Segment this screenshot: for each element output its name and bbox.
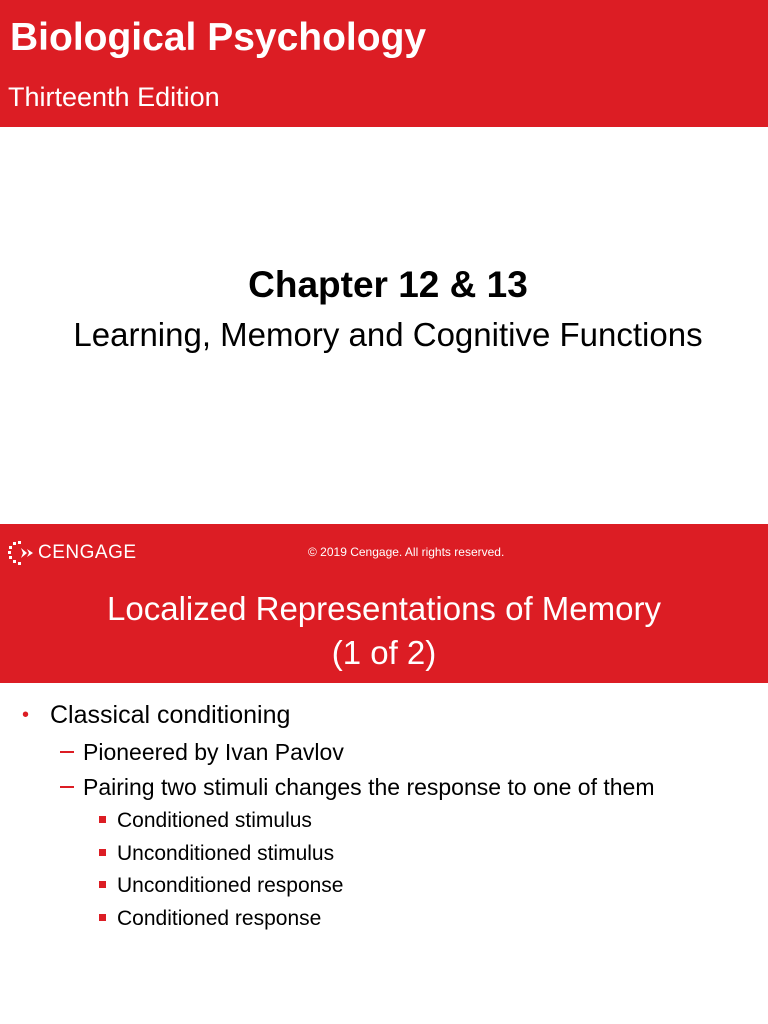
bullet-subsub-4: Conditioned response bbox=[117, 907, 322, 930]
bullet-sub-2: Pairing two stimuli changes the response to one of them bbox=[83, 774, 655, 800]
slide2-title bbox=[20, 587, 748, 675]
bullet-subsub-2: Unconditioned stimulus bbox=[117, 842, 335, 865]
dash-bullet-icon bbox=[60, 751, 74, 753]
square-bullet-icon bbox=[99, 881, 106, 888]
bullet-sub-1: Pioneered by Ivan Pavlov bbox=[83, 739, 344, 765]
slide2-title-line2: (1 of 2) bbox=[331, 634, 437, 671]
cengage-wordmark: CENGAGE bbox=[38, 542, 137, 563]
square-bullet-icon bbox=[99, 914, 106, 921]
square-bullet-icon bbox=[99, 816, 106, 823]
chapter-topic: Learning, Memory and Cognitive Functions bbox=[73, 316, 703, 353]
book-edition: Thirteenth Edition bbox=[8, 82, 220, 112]
square-bullet-icon bbox=[99, 849, 106, 856]
chapter-heading: Chapter 12 & 13 bbox=[248, 264, 528, 305]
bullet-dot-icon: • bbox=[22, 704, 30, 726]
dash-bullet-icon bbox=[60, 786, 74, 788]
cengage-logo-icon bbox=[7, 540, 35, 566]
bullet-subsub-3: Unconditioned response bbox=[117, 874, 344, 897]
book-title: Biological Psychology bbox=[10, 16, 427, 59]
cengage-logo bbox=[7, 540, 137, 566]
slide2-title-line1: Localized Representations of Memory bbox=[107, 590, 661, 627]
copyright-notice: © 2019 Cengage. All rights reserved. bbox=[308, 545, 505, 559]
bullet-main: Classical conditioning bbox=[50, 701, 291, 729]
bullet-subsub-1: Conditioned stimulus bbox=[117, 809, 312, 832]
